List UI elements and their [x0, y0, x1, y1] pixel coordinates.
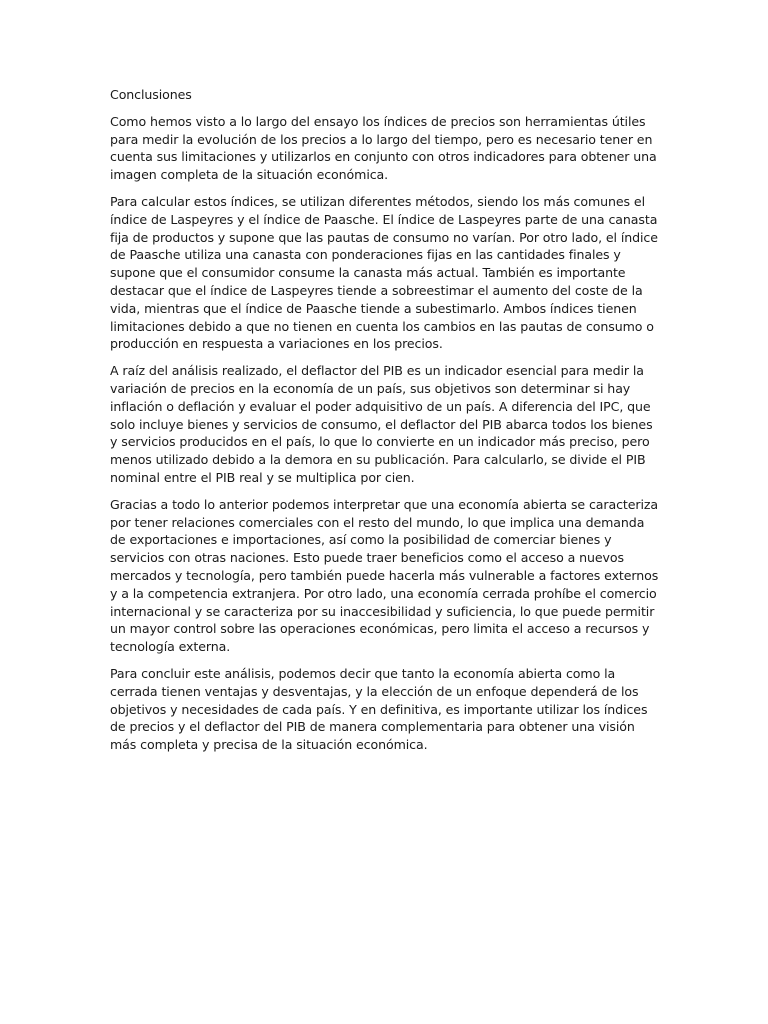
paragraph-indices-methods: Para calcular estos índices, se utilizan diferentes métodos, siendo los más comunes el índice de Laspeyres y el índice de Paasche. El índice de Laspeyres parte de una canasta fija de productos y supone que las pautas de consumo no varían. Por otro lado, el índice de Paasche utiliza una canasta con ponderaciones fijas en las cantidades finales y supone que el consumidor consume la canasta más actual. También es importante destacar que el índice de Laspeyres tiende a sobreestimar el aumento del coste de la vida, mientras que el índice de Paasche tiende a subestimarlo. Ambos índices tienen limitaciones debido a que no tienen en cuenta los cambios en las pautas de consumo o producción en respuesta a variaciones en los precios.	[110, 193, 658, 352]
paragraph-intro: Como hemos visto a lo largo del ensayo los índices de precios son herramientas útiles para medir la evolución de los precios a lo largo del tiempo, pero es necesario tener en cuenta sus limitaciones y utilizarlos en conjunto con otros indicadores para obtener una imagen completa de la situación económica.	[110, 113, 657, 183]
paragraph-open-closed-economy: Gracias a todo lo anterior podemos interpretar que una economía abierta se caracteriza por tener relaciones comerciales con el resto del mundo, lo que implica una demanda de exportaciones e importaciones, así como la posibilidad de comerciar bienes y servicios con otras naciones. Esto puede traer beneficios como el acceso a nuevos mercados y tecnología, pero también puede hacerla más vulnerable a factores externos y a la competencia extranjera. Por otro lado, una economía cerrada prohíbe el comercio internacional y se caracteriza por su inaccesibilidad y suficiencia, lo que puede permitir un mayor control sobre las operaciones económicas, pero limita el acceso a recursos y tecnología externa.	[110, 496, 659, 655]
paragraph-conclusion: Para concluir este análisis, podemos decir que tanto la economía abierta como la cerrada tienen ventajas y desventajas, y la elección de un enfoque dependerá de los objetivos y necesidades de cada país. Y en definitiva, es importante utilizar los índices de precios y el deflactor del PIB de manera complementaria para obtener una visión más completa y precisa de la situación económica.	[110, 665, 648, 753]
paragraph-gdp-deflator: A raíz del análisis realizado, el deflactor del PIB es un indicador esencial para medir la variación de precios en la economía de un país, sus objetivos son determinar si hay inflación o deflación y evaluar el poder adquisitivo de un país. A diferencia del IPC, que solo incluye bienes y servicios de consumo, el deflactor del PIB abarca todos los bienes y servicios producidos en el país, lo que lo convierte en un indicador más preciso, pero menos utilizado debido a la demora en su publicación. Para calcularlo, se divide el PIB nominal entre el PIB real y se multiplica por cien.	[110, 363, 653, 485]
document-body	[110, 86, 660, 763]
document-title: Conclusiones	[110, 87, 192, 102]
